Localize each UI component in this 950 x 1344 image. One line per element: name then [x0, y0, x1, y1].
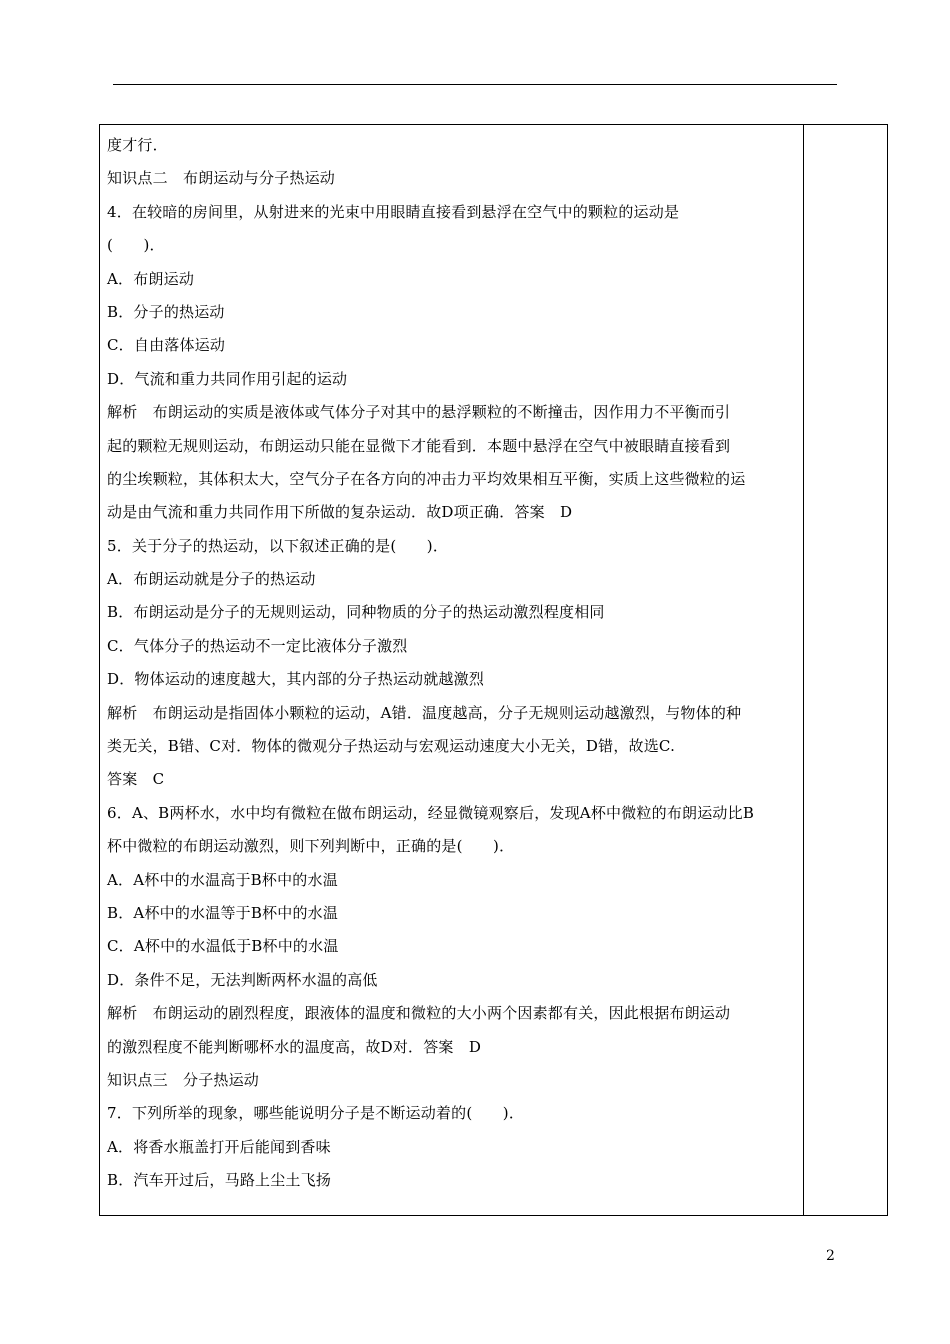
page-number: 2	[826, 1248, 835, 1264]
main-content-cell	[107, 129, 799, 1198]
question-5-option-a: A．布朗运动就是分子的热运动	[107, 570, 316, 589]
question-7-option-a: A．将香水瓶盖打开后能闻到香味	[107, 1137, 331, 1156]
question-5-analysis: 类无关，B错、C对．物体的微观分子热运动与宏观运动速度大小无关，D错，故选C.	[107, 737, 676, 756]
question-6-stem: 6．A、B两杯水，水中均有微粒在做布朗运动，经显微镜观察后，发现A杯中微粒的布朗运动比B	[107, 803, 755, 822]
header-rule	[113, 84, 837, 85]
content-table	[99, 124, 888, 1216]
question-5-answer: 答案 C	[107, 770, 165, 789]
question-4-option-a: A．布朗运动	[107, 269, 195, 288]
question-6-option-d: D．条件不足，无法判断两杯水温的高低	[107, 970, 378, 989]
text-line: 度才行．	[107, 136, 168, 154]
question-7-stem: 7．下列所举的现象，哪些能说明分子是不断运动着的( )．	[107, 1104, 525, 1123]
question-5-option-b: B．布朗运动是分子的无规则运动，同种物质的分子的热运动激烈程度相同	[107, 603, 605, 622]
question-6-stem-cont: 杯中微粒的布朗运动激烈，则下列判断中，正确的是( )．	[107, 837, 515, 856]
question-6-analysis: 解析 布朗运动的剧烈程度，跟液体的温度和微粒的大小两个因素都有关，因此根据布朗运动	[107, 1004, 731, 1023]
question-5-option-c: C．气体分子的热运动不一定比液体分子激烈	[107, 636, 408, 655]
section-heading: 知识点三 分子热运动	[107, 1070, 260, 1089]
question-6-answer: 的激烈程度不能判断哪杯水的温度高，故D对．答案 D	[107, 1037, 482, 1056]
question-4-option-d: D．气流和重力共同作用引起的运动	[107, 369, 348, 388]
question-6-option-b: B．A杯中的水温等于B杯中的水温	[107, 903, 339, 922]
question-5-analysis: 解析 布朗运动是指固体小颗粒的运动，A错．温度越高，分子无规则运动越激烈，与物体的种	[107, 703, 742, 722]
question-6-option-c: C．A杯中的水温低于B杯中的水温	[107, 937, 339, 956]
question-4-option-c: C．自由落体运动	[107, 336, 226, 355]
question-4-analysis: 起的颗粒无规则运动，布朗运动只能在显微下才能看到．本题中悬浮在空气中被眼睛直接看到	[107, 436, 731, 455]
question-4-analysis: 解析 布朗运动的实质是液体或气体分子对其中的悬浮颗粒的不断撞击，因作用力不平衡而引	[107, 403, 731, 422]
question-4-stem-cont: ( )．	[107, 236, 165, 255]
question-6-option-a: A．A杯中的水温高于B杯中的水温	[107, 870, 338, 889]
question-4-stem: 4．在较暗的房间里，从射进来的光束中用眼睛直接看到悬浮在空气中的颗粒的运动是	[107, 202, 680, 221]
table-column-divider	[803, 125, 804, 1215]
question-5-stem: 5．关于分子的热运动，以下叙述正确的是( )．	[107, 536, 449, 555]
question-4-option-b: B．分子的热运动	[107, 302, 225, 321]
section-heading: 知识点二 布朗运动与分子热运动	[107, 169, 336, 188]
question-5-option-d: D．物体运动的速度越大，其内部的分子热运动就越激烈	[107, 670, 485, 689]
question-7-option-b: B．汽车开过后，马路上尘土飞扬	[107, 1171, 332, 1190]
question-4-answer: 动是由气流和重力共同作用下所做的复杂运动．故D项正确．答案 D	[107, 503, 573, 522]
question-4-analysis: 的尘埃颗粒，其体积太大，空气分子在各方向的冲击力平均效果相互平衡，实质上这些微粒的运	[107, 469, 746, 488]
